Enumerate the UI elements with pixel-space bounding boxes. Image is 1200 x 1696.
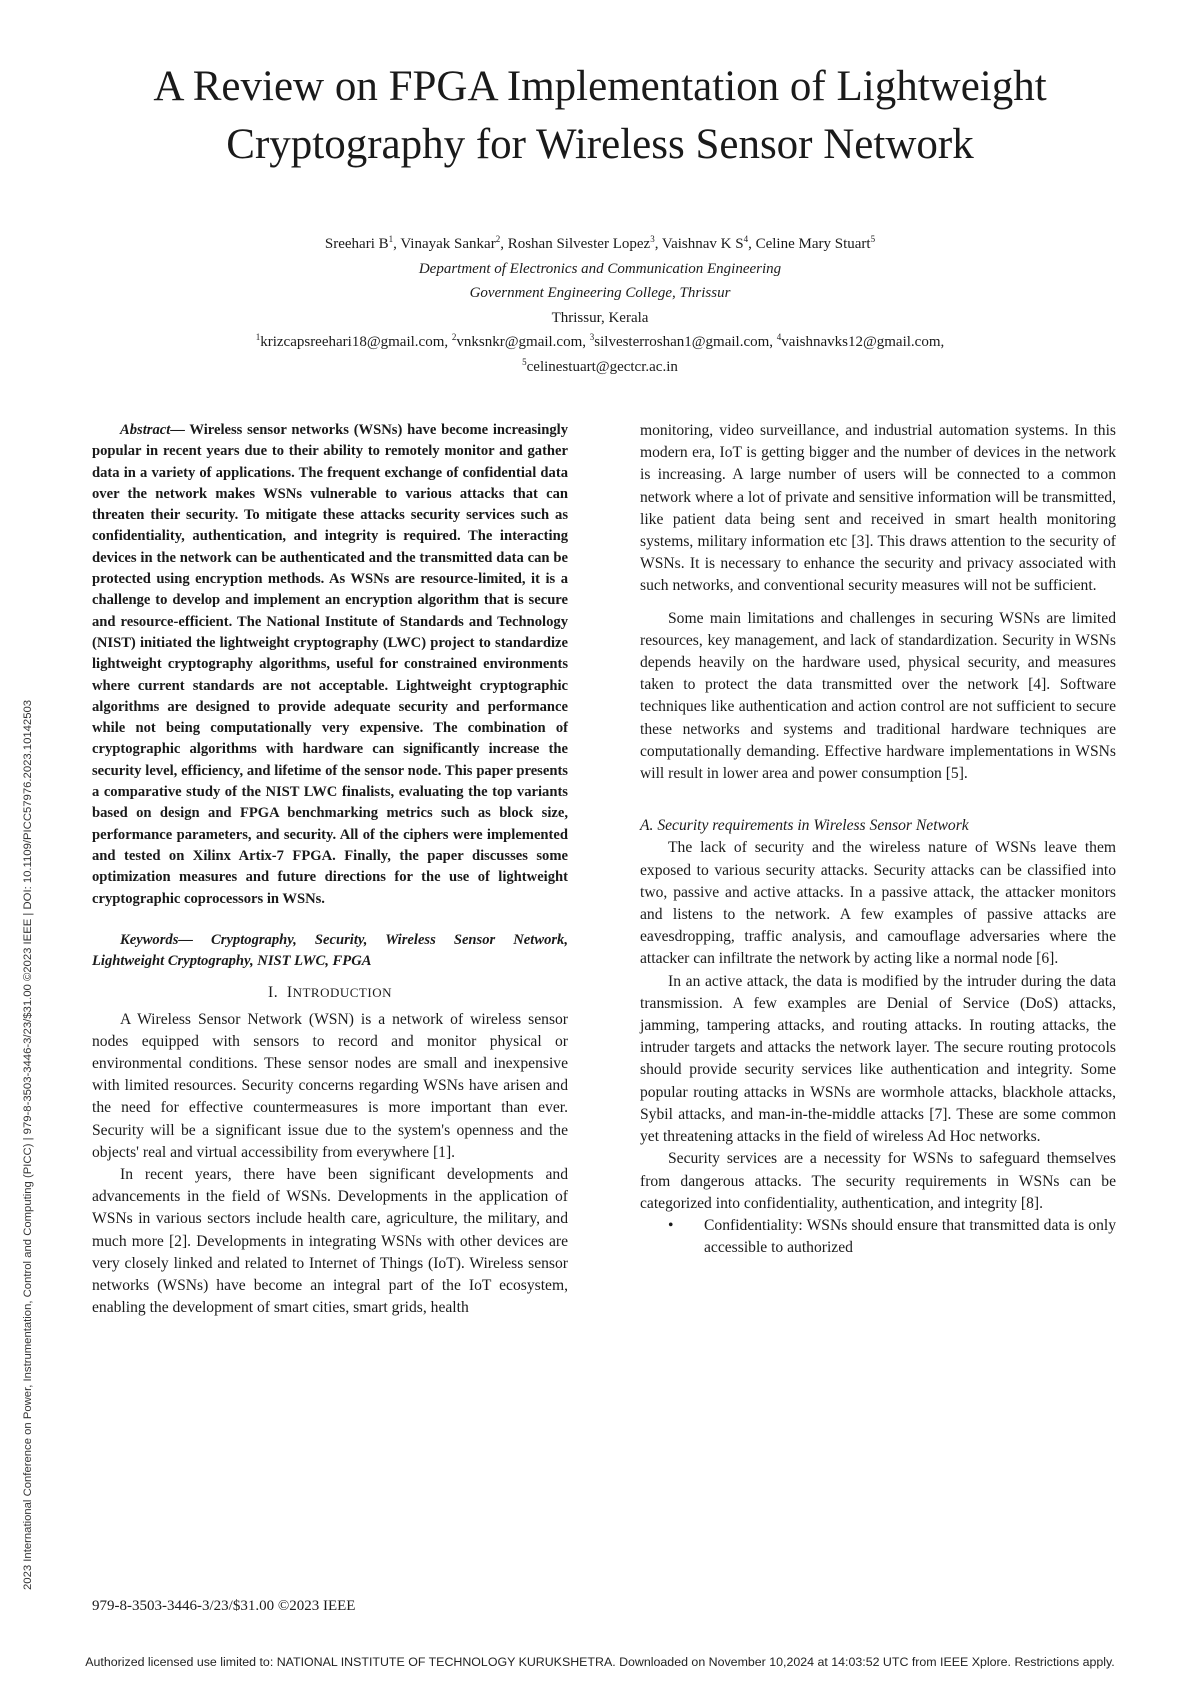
paper-title — [60, 58, 1140, 174]
author-3: Roshan Silvester Lopez — [507, 236, 651, 252]
author-emails — [130, 330, 1070, 379]
footer-copyright: 979-8-3503-3446-3/23/$31.00 ©2023 IEEE — [92, 1598, 356, 1614]
email-5-sup: 5 — [522, 356, 527, 367]
subsection-a-paragraph-1: The lack of security and the wireless nature of WSNs leave them exposed to various security attacks. Security attacks can be classified into two, passive and active attacks. In a passive attack, the attacker monitors and listens to the network. A few examples of passive attacks are eavesdropping, traffic analysis, and camouflage adversaries where the attacker can infiltrate the network by acting like a normal node [6]. — [640, 839, 1116, 968]
footer-authorized-use: Authorized licensed use limited to: NATIONAL INSTITUTE OF TECHNOLOGY KURUKSHETRA. Downloaded on November 10,2024 at 14:03:52 UTC from IEEE Xplore. Restrictions apply. — [85, 1655, 1115, 1669]
author-college: Government Engineering College, Thrissur — [469, 285, 731, 301]
author-block — [130, 232, 1070, 379]
intro-paragraph-2-continued: monitoring, video surveillance, and industrial automation systems. In this modern era, IoT is getting bigger and the number of devices in the network is increasing. A large number of users will be connected to a common network where a lot of private and sensitive information will be transmitted, like patient data being sent and received in smart health monitoring systems, military information etc [3]. This draws attention to the security of WSNs. It is necessary to enhance the security and privacy associated with such networks, and conventional security measures will not be sufficient. — [640, 422, 1116, 595]
abstract-text: — Wireless sensor networks (WSNs) have become increasingly popular in recent years due to their ability to remotely monitor and gather data in a variety of applications. The frequent exchange of confidential data over the network makes WSNs vulnerable to various attacks that can threaten their security. To mitigate these attacks security services such as confidentiality, authentication, and integrity is required. The interacting devices in the network can be authenticated and the transmitted data can be protected using encryption methods. As WSNs are resource-limited, it is a challenge to develop and implement an encryption algorithm that is secure and resource-efficient. The National Institute of Standards and Technology (NIST) initiated the lightweight cryptography (LWC) project to standardize lightweight cryptography algorithms, useful for constrained environments where current standards are not acceptable. Lightweight cryptographic algorithms are designed to provide adequate security and performance while not being computationally very expensive. The combination of cryptographic algorithms with hardware can significantly increase the security level, efficiency, and lifetime of the sensor node. This paper presents a comparative study of the NIST LWC finalists, evaluating the top variants based on design and FPGA benchmarking metrics such as block size, performance parameters, and security. All of the ciphers were implemented and tested on Xilinx Artix-7 FPGA. Finally, the paper discusses some optimization measures and future directions for the use of lightweight cryptographic coprocessors in WSNs. — [92, 422, 568, 907]
email-1[interactable]: krizcapsreehari18@gmail.com, — [260, 334, 449, 350]
section-title-rest: NTRODUCTION — [292, 985, 392, 1001]
section-number: I. — [268, 984, 279, 1002]
author-location: Thrissur, Kerala — [551, 309, 649, 326]
title-line-1: A Review on FPGA Implementation of Lightweight — [153, 63, 1047, 110]
list-item — [668, 1215, 1116, 1259]
email-2[interactable]: vnksnkr@gmail.com, — [456, 334, 587, 350]
email-3[interactable]: silvesterroshan1@gmail.com, — [594, 334, 774, 350]
intro-paragraph-3: Some main limitations and challenges in securing WSNs are limited resources, key management, and lack of standardization. Security in WSNs depends heavily on the hardware used, physical security, and measures taken to protect the data transmitted over the network [4]. Software techniques like authentication and action control are not sufficient to secure these networks and systems and traditional hardware techniques are computationally demanding. Effective hardware implementations in WSNs will result in lower area and power consumption [5]. — [640, 609, 1116, 783]
abstract-lead: Abstract — [120, 422, 171, 438]
subsection-a-paragraph-3: Security services are a necessity for WSNs to safeguard themselves from dangerous attacks. The security requirements in WSNs can be categorized into confidentiality, authentication, and integrity [8]. — [640, 1150, 1116, 1212]
section-first-letter: I — [286, 984, 293, 1002]
abstract — [92, 420, 568, 910]
bullet-icon: • — [668, 1216, 674, 1234]
keywords — [92, 930, 568, 973]
email-1-sup: 1 — [255, 332, 261, 342]
intro-paragraph-1: A Wireless Sensor Network (WSN) is a network of wireless sensor nodes equipped with sensors to record and monitor physical or environmental conditions. These sensor nodes are small and inexpensive with limited resources. Security concerns regarding WSNs have arisen and the need for effective countermeasures is more important than ever. Security will be a significant issue due to the system's openness and the objects' real and virtual accessibility from everywhere [1]. — [92, 1010, 568, 1161]
author-1: Sreehari B — [324, 236, 389, 252]
email-4[interactable]: vaishnavks12@gmail.com, — [781, 334, 945, 350]
email-2-sup: 2 — [451, 332, 457, 342]
email-3-sup: 3 — [589, 332, 595, 342]
author-names: Sreehari $B^1$, Vinayak Sankar$^2$, Roshan Silvester Lopez$^3$, Vaishnav K $S^4$, Celine Mary Stuart$^5$ — [324, 234, 876, 252]
intro-paragraph-2: In recent years, there have been significant developments and advancements in the field of WSNs. Developments in the application of WSNs in various sectors include health care, agriculture, the military, and much more [2]. Developments in integrating WSNs with other devices are very closely linked and related to Internet of Things (IoT). Wireless sensor networks (WSNs) have become an integral part of the IoT ecosystem, enabling the development of smart cities, smart grids, health — [92, 1166, 568, 1317]
keywords-text: — Cryptography, Security, Wireless Sensor Network, Lightweight Cryptography, NIST LWC, FPGA — [92, 931, 568, 970]
right-column — [640, 420, 1116, 1259]
author-5-sup: 5 — [870, 234, 876, 244]
bullet-text: Confidentiality: WSNs should ensure that transmitted data is only accessible to authorized — [704, 1216, 1116, 1257]
author-1-sup: 1 — [388, 234, 394, 244]
keywords-lead: Keywords — [120, 931, 179, 948]
email-5[interactable]: celinestuart@gectcr.ac.in — [526, 358, 678, 375]
email-4-sup: 4 — [776, 332, 782, 342]
subsection-a-paragraph-2: In an active attack, the data is modified by the intruder during the data transmission. A few examples are Denial of Service (DoS) attacks, jamming, tampering attacks, and routing attacks. In routing attacks, the intruder targets and attacks the network layer. The secure routing protocols should provide security services like authentication and integrity. Some popular routing attacks in WSNs are wormhole attacks, blackhole attacks, Sybil attacks, and man-in-the-middle attacks [7]. These are some common yet threatening attacks in the field of wireless Ad Hoc networks. — [640, 972, 1116, 1146]
author-2-sup: 2 — [495, 234, 501, 244]
left-column — [92, 420, 568, 1319]
author-3-sup: 3 — [650, 234, 655, 244]
subsection-heading-a: A. Security requirements in Wireless Sensor Network — [640, 817, 969, 835]
author-department: Department of Electronics and Communication Engineering — [418, 260, 782, 277]
section-heading-introduction — [92, 982, 568, 1004]
author-4: Vaishnav K S — [661, 236, 744, 252]
requirements-list — [640, 1215, 1116, 1259]
author-2: Vinayak Sankar — [400, 236, 496, 252]
author-4-sup: 4 — [743, 234, 749, 244]
title-line-2: Cryptography for Wireless Sensor Network — [226, 121, 974, 168]
conference-sidebar: 2023 International Conference on Power, Instrumentation, Control and Computing (PICC) | 979-8-3503-3446-3/23/$31.00 ©2023 IEEE | DOI: 10.1109/PICC57976.2023.10142503 — [22, 699, 34, 1590]
author-5: Celine Mary Stuart — [755, 236, 871, 252]
